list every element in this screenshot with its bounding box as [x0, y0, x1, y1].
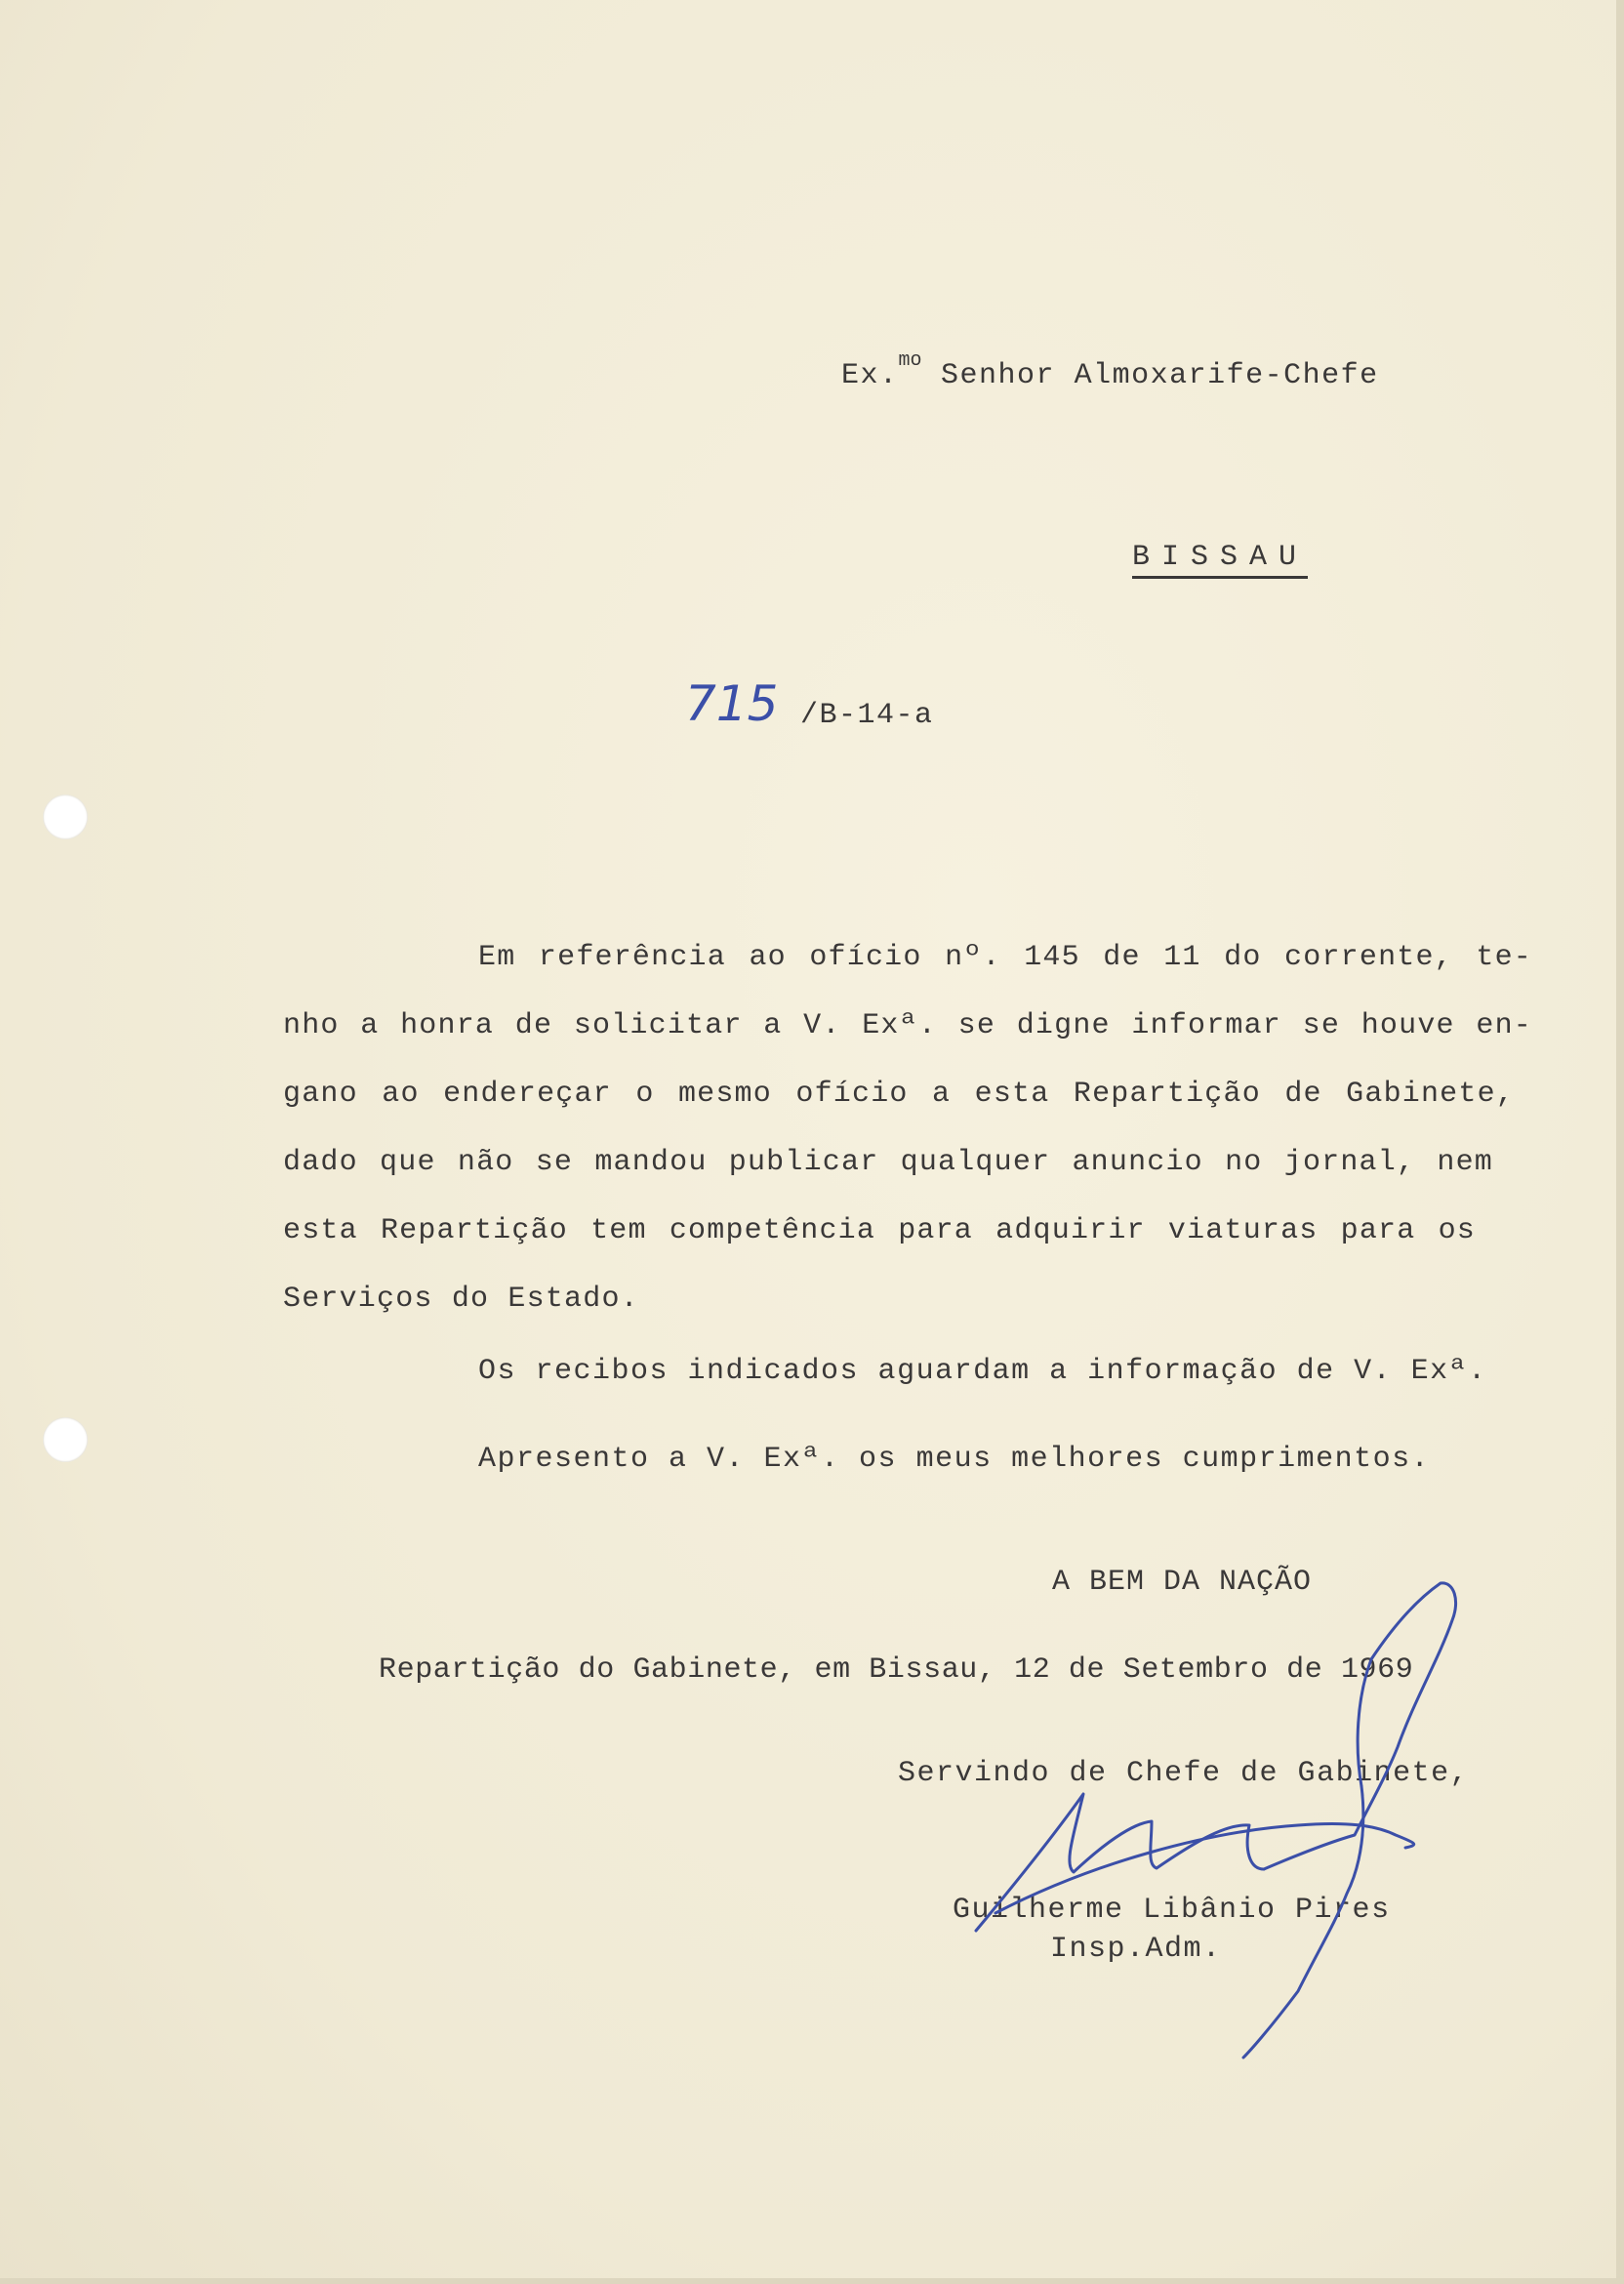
- body-paragraph-3: Apresento a V. Exª. os meus melhores cumprimentos.: [478, 1443, 1431, 1476]
- reference-number-handwritten: 715: [685, 675, 779, 732]
- signatory-title: Insp.Adm.: [1050, 1933, 1222, 1966]
- closing-role: Servindo de Chefe de Gabinete,: [898, 1757, 1470, 1790]
- city: BISSAU: [1132, 541, 1308, 579]
- addressee-superscript: mo: [898, 349, 922, 372]
- body-line-1: Em referência ao ofício nº. 145 de 11 do corrente, te-: [478, 941, 1532, 974]
- addressee-prefix: Ex.: [841, 359, 899, 392]
- addressee-name: Senhor Almoxarife-Chefe: [941, 359, 1379, 392]
- signatory-name: Guilherme Libânio Pires: [953, 1894, 1391, 1927]
- body-line-5: esta Repartição tem competência para adquirir viaturas para os: [283, 1214, 1476, 1247]
- closing-motto: A BEM DA NAÇÃO: [1052, 1566, 1313, 1599]
- body-line-6: Serviços do Estado.: [283, 1283, 639, 1316]
- body-line-4: dado que não se mandou publicar qualquer anuncio no jornal, nem: [283, 1146, 1493, 1179]
- closing-place-date: Repartição do Gabinete, em Bissau, 12 de Setembro de 1969: [379, 1653, 1414, 1687]
- body-line-3: gano ao endereçar o mesmo ofício a esta Repartição de Gabinete,: [283, 1078, 1515, 1111]
- body-line-2: nho a honra de solicitar a V. Exª. se digne informar se houve en-: [283, 1009, 1532, 1042]
- body-paragraph-2: Os recibos indicados aguardam a informação de V. Exª.: [478, 1355, 1487, 1388]
- reference-code: /B-14-a: [800, 699, 934, 732]
